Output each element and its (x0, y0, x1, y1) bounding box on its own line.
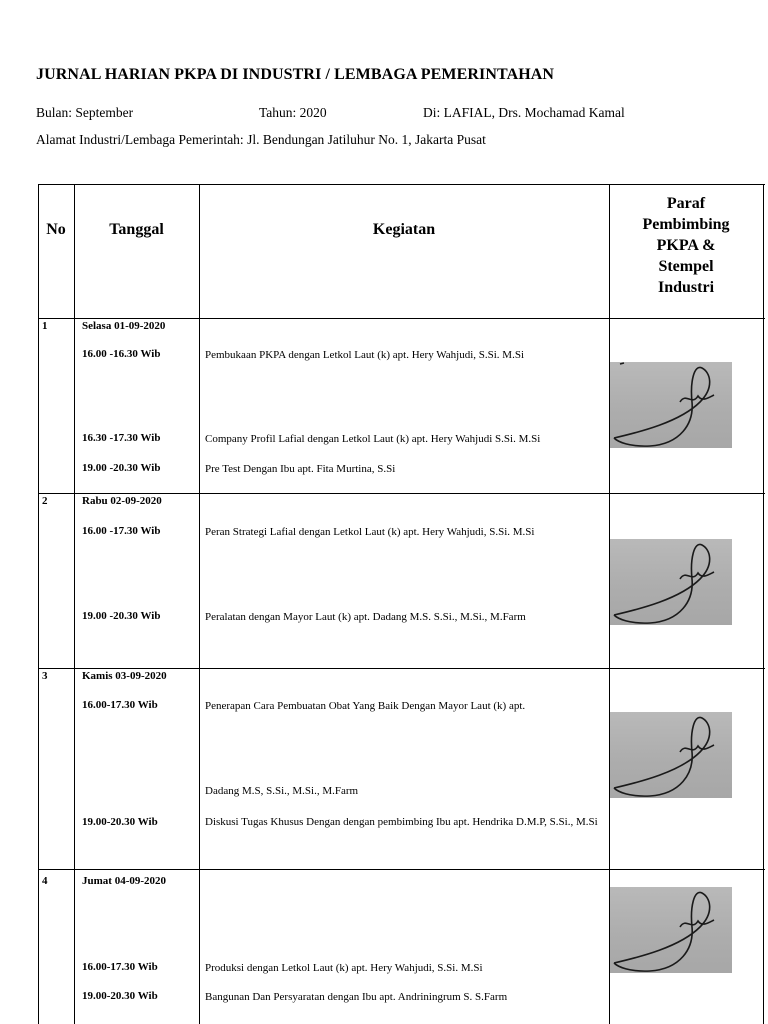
row-2-time-2: 19.00 -20.30 Wib (82, 610, 161, 622)
row-4-time-2: 19.00-20.30 Wib (82, 990, 158, 1002)
row-2-activity-1: Peran Strategi Lafial dengan Letkol Laut (k) apt. Hery Wahjudi, S.Si. M.Si (205, 526, 535, 538)
row-1-time-2: 16.30 -17.30 Wib (82, 432, 161, 444)
row-2-time-1: 16.00 -17.30 Wib (82, 525, 161, 537)
row-1-activity-3: Pre Test Dengan Ibu apt. Fita Murtina, S.Si (205, 463, 396, 475)
header-kegiatan: Kegiatan (372, 221, 436, 238)
row-1-no: 1 (42, 320, 48, 332)
row-1-time-1: 16.00 -16.30 Wib (82, 348, 161, 360)
signature-image (610, 712, 732, 798)
row-2-no: 2 (42, 495, 48, 507)
row-4-activity-2: Bangunan Dan Persyaratan dengan Ibu apt. Andriningrum S. S.Farm (205, 991, 508, 1003)
tahun-field: Tahun: 2020 (259, 105, 327, 120)
row-1-time-3: 19.00 -20.30 Wib (82, 462, 161, 474)
row-3-time-1: 16.00-17.30 Wib (82, 699, 158, 711)
alamat-field: Alamat Industri/Lembaga Pemerintah: Jl. Bendungan Jatiluhur No. 1, Jakarta Pusat (36, 132, 486, 147)
signature-image (610, 362, 732, 448)
row-2-date: Rabu 02-09-2020 (82, 495, 162, 507)
signature-image (610, 539, 732, 625)
row-3-activity-2: Diskusi Tugas Khusus Dengan dengan pembimbing Ibu apt. Hendrika D.M.P, S.Si., M.Si (205, 816, 598, 828)
row-3-time-2: 19.00-20.30 Wib (82, 816, 158, 828)
row-1-activity-1: Pembukaan PKPA dengan Letkol Laut (k) apt. Hery Wahjudi, S.Si. M.Si (205, 349, 525, 361)
row-2-activity-2: Peralatan dengan Mayor Laut (k) apt. Dadang M.S. S.Si., M.Si., M.Farm (205, 611, 526, 623)
row-1-activity-2: Company Profil Lafial dengan Letkol Laut (k) apt. Hery Wahjudi S.Si. M.Si (205, 433, 541, 445)
row-1-date: Selasa 01-09-2020 (82, 320, 166, 332)
bulan-field: Bulan: September (36, 105, 134, 120)
row-3-activity-1: Penerapan Cara Pembuatan Obat Yang Baik Dengan Mayor Laut (k) apt. (205, 700, 526, 712)
row-3-date: Kamis 03-09-2020 (82, 670, 167, 682)
document-title: JURNAL HARIAN PKPA DI INDUSTRI / LEMBAGA PEMERINTAHAN (36, 66, 555, 83)
header-tanggal: Tanggal (109, 221, 164, 238)
header-paraf: Paraf Pembimbing PKPA & Stempel Industri (642, 195, 730, 296)
row-3-no: 3 (42, 670, 48, 682)
row-4-activity-1: Produksi dengan Letkol Laut (k) apt. Hery Wahjudi, S.Si. M.Si (205, 962, 483, 974)
header-no: No (46, 221, 66, 238)
journal-table (38, 184, 765, 1024)
row-4-no: 4 (42, 875, 48, 887)
row-4-time-1: 16.00-17.30 Wib (82, 961, 158, 973)
row-4-date: Jumat 04-09-2020 (82, 875, 167, 887)
signature-image (610, 887, 732, 973)
lokasi-field: Di: LAFIAL, Drs. Mochamad Kamal (423, 105, 625, 120)
row-3-activity-1-cont: Dadang M.S, S.Si., M.Si., M.Farm (205, 785, 359, 797)
